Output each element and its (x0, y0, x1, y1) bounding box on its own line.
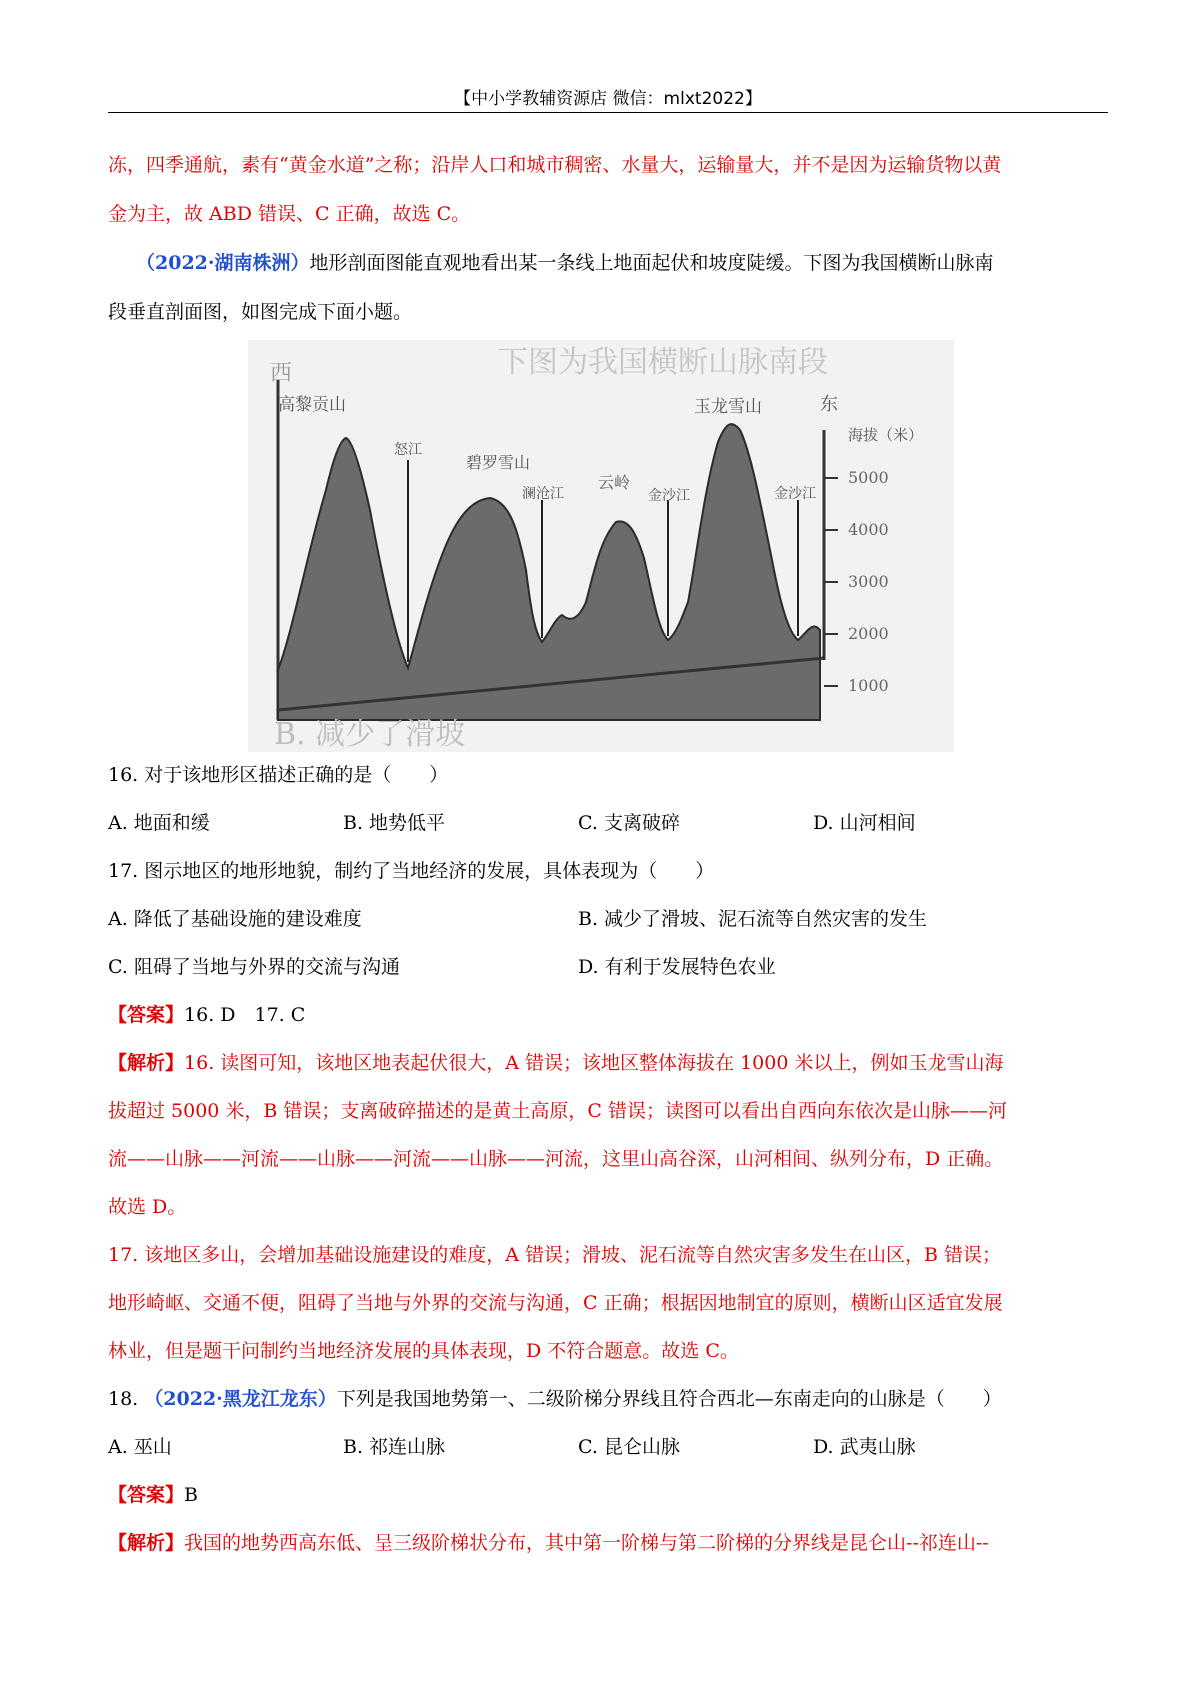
east-label: 东 (820, 394, 838, 415)
analysis-continuation-line-1: 冻，四季通航，素有“黄金水道”之称；沿岸人口和城市稠密、水量大，运输量大，并不是因为运输货物以黄 (108, 154, 1002, 176)
river-label-4: 金沙江 (774, 486, 816, 502)
document-body (108, 150, 1108, 1576)
question-17-stem: 17. 图示地区的地形地貌，制约了当地经济的发展，具体表现为（ ） (108, 860, 715, 882)
question-18-number: 18. (108, 1388, 145, 1410)
answer-18-label: 【答案】 (108, 1484, 185, 1506)
answer-text: 16. D 17. C (184, 1004, 306, 1026)
header-rule (108, 112, 1108, 113)
y-tick-5000: 5000 (848, 468, 889, 487)
question-16-options (108, 808, 1108, 838)
y-tick-2000: 2000 (848, 624, 889, 643)
q18-option-a: A. 巫山 (108, 1436, 172, 1458)
west-label: 西 (270, 361, 293, 386)
y-tick-4000: 4000 (848, 520, 889, 539)
analysis-18-text: 我国的地势西高东低、呈三级阶梯状分布，其中第一阶梯与第二阶梯的分界线是昆仑山--祁连山-- (184, 1532, 989, 1554)
analysis-continuation-line-2: 金为主，故 ABD 错误、C 正确，故选 C。 (108, 203, 471, 225)
terrain-profile-svg (248, 340, 954, 752)
peak-label-1: 高黎贡山 (278, 395, 346, 415)
page-header: 【中小学教辅资源店 微信：mlxt2022】 (454, 89, 762, 109)
question-source: （2022·湖南株洲） (136, 252, 310, 274)
river-label-1: 怒江 (394, 442, 422, 458)
question-17-options-row-1 (108, 904, 1108, 934)
q16-option-a: A. 地面和缓 (108, 812, 210, 834)
q17-option-c: C. 阻碍了当地与外界的交流与沟通 (108, 956, 400, 978)
question-18-stem (108, 1384, 1108, 1414)
y-tick-3000: 3000 (848, 572, 889, 591)
analysis-16-line-3: 流——山脉——河流——山脉——河流——山脉——河流，这里山高谷深，山河相间、纵列分布，D 正确。 (108, 1148, 1004, 1170)
analysis-16-line-4: 故选 D。 (108, 1196, 187, 1218)
river-label-2: 澜沧江 (522, 486, 564, 502)
answer-label: 【答案】 (108, 1004, 185, 1026)
question-18-source: （2022·黑龙江龙东） (144, 1388, 337, 1410)
answer-18 (108, 1480, 1108, 1510)
terrain-profile-figure (248, 340, 954, 752)
analysis-18-line-1 (108, 1528, 1108, 1558)
analysis-17-line-1: 17. 该地区多山，会增加基础设施建设的难度，A 错误；滑坡、泥石流等自然灾害多发生在山区，B 错误； (108, 1244, 1002, 1266)
q18-option-b: B. 祁连山脉 (343, 1436, 446, 1458)
peak-label-3: 云岭 (598, 473, 631, 492)
analysis-label: 【解析】 (108, 1052, 185, 1074)
answer-18-text: B (184, 1484, 198, 1506)
q16-option-d: D. 山河相间 (813, 812, 916, 834)
river-label-3: 金沙江 (648, 488, 690, 504)
peak-label-2: 碧罗雪山 (466, 453, 531, 472)
y-axis-label: 海拔（米） (848, 426, 924, 444)
question-intro (108, 248, 1108, 278)
answer-16-17 (108, 1000, 1108, 1030)
q18-option-d: D. 武夷山脉 (813, 1436, 916, 1458)
question-16-stem: 16. 对于该地形区描述正确的是（ ） (108, 764, 449, 786)
q17-option-b: B. 减少了滑坡、泥石流等自然灾害的发生 (578, 908, 928, 930)
q16-option-c: C. 支离破碎 (578, 812, 680, 834)
figure-bottom-text: B. 减少了滑坡 (274, 717, 466, 752)
question-17-options-row-2 (108, 952, 1108, 982)
analysis-18-label: 【解析】 (108, 1532, 185, 1554)
question-intro-text: 地形剖面图能直观地看出某一条线上地面起伏和坡度陡缓。下图为我国横断山脉南 (309, 252, 994, 274)
q17-option-a: A. 降低了基础设施的建设难度 (108, 908, 362, 930)
figure-title: 下图为我国横断山脉南段 (498, 345, 828, 380)
q16-option-b: B. 地势低平 (343, 812, 446, 834)
analysis-17-line-2: 地形崎岖、交通不便，阻碍了当地与外界的交流与沟通，C 正确；根据因地制宜的原则，横断山区适宜发展 (108, 1292, 1003, 1314)
q18-option-c: C. 昆仑山脉 (578, 1436, 680, 1458)
analysis-text: 16. 读图可知，该地区地表起伏很大，A 错误；该地区整体海拔在 1000 米以上，例如玉龙雪山海 (184, 1052, 1004, 1074)
question-18-text: 下列是我国地势第一、二级阶梯分界线且符合西北—东南走向的山脉是（ ） (336, 1388, 1002, 1410)
question-18-options (108, 1432, 1108, 1462)
peak-label-4: 玉龙雪山 (694, 397, 762, 417)
analysis-16-line-1 (108, 1048, 1108, 1078)
analysis-17-line-3: 林业，但是题干问制约当地经济发展的具体表现，D 不符合题意。故选 C。 (108, 1340, 739, 1362)
question-intro-line-2: 段垂直剖面图，如图完成下面小题。 (108, 301, 413, 323)
q17-option-d: D. 有利于发展特色农业 (578, 956, 776, 978)
analysis-16-line-2: 拔超过 5000 米，B 错误；支离破碎描述的是黄土高原，C 错误；读图可以看出自西向东依次是山脉——河 (108, 1100, 1008, 1122)
y-tick-1000: 1000 (848, 676, 889, 695)
